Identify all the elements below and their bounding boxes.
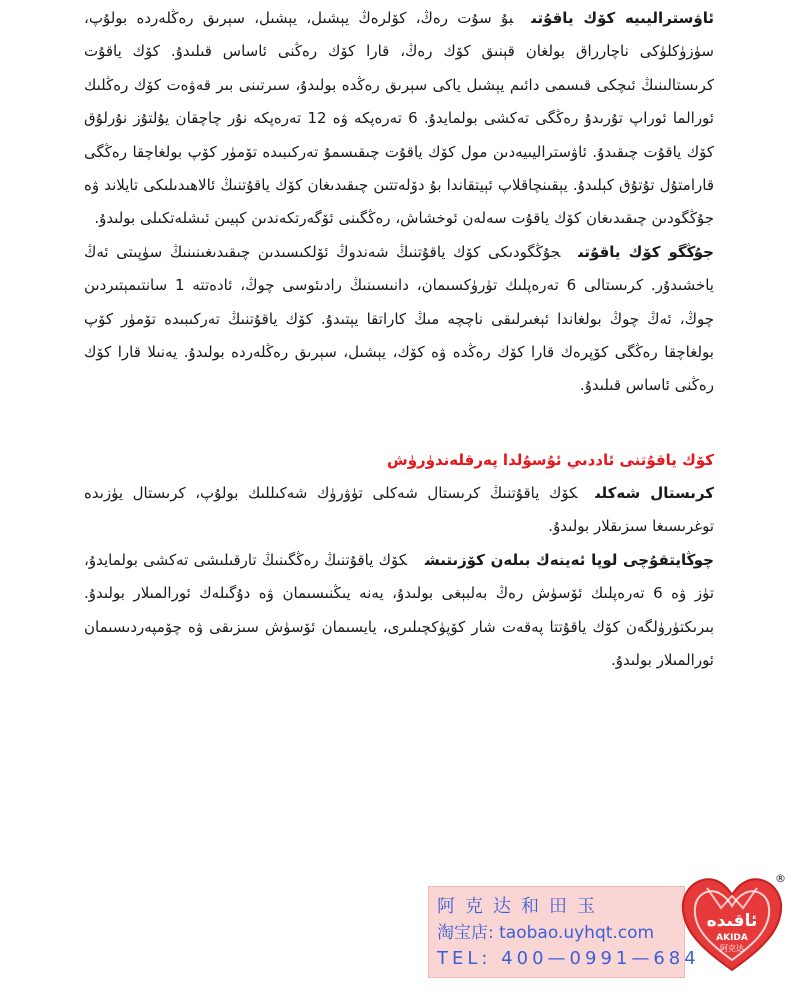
heading-magnifier: چوڭايتقۇچى لوپا ئەينەك بىلەن كۆزىتىش bbox=[425, 550, 714, 569]
paragraph-china bbox=[84, 236, 714, 403]
paragraph-magnifier-text: كۆك ياقۇتنىڭ رەڭگىنىڭ تارقىلىشى تەكشى بولمايدۇ، تۈز ۋە 6 تەرەپلىك ئۆسۈش رەڭ بەلبېغى بولىدۇ، يەنە يىڭنىسىمان ۋە دۇگىلەك ئورالمىلار بولىدۇ. بىرىكتۈرۈلگەن كۆك ياقۇتتا پەقەت شار كۆپۈكچىلىرى، يايسىمان ئۆسۈش سىزىقى ۋە چۆمپەردىسىمان ئورالمىلار بولىدۇ. bbox=[84, 550, 714, 669]
shop-url: 淘宝店: taobao.uyhqt.com bbox=[437, 923, 655, 943]
paragraph-australia bbox=[84, 2, 714, 236]
paragraph-crystal-shape bbox=[84, 477, 714, 544]
article-body bbox=[84, 2, 714, 677]
logo-english-text: AKIDA bbox=[716, 933, 748, 943]
paragraph-crystal-shape-text: كۆك ياقۇتنىڭ كرىستال شەكلى تۈۋرۈك شەكىللىك بولۇپ، كرىستال يۈزىدە توغرىسىغا سىزىقلار بولىدۇ. bbox=[84, 483, 714, 536]
shop-info-watermark bbox=[428, 886, 700, 978]
logo-uyghur-text: ئاقىدە bbox=[706, 911, 758, 931]
logo-chinese-text: 阿克达 bbox=[720, 944, 744, 953]
heading-australia-sapphire: ئاۋستراليىيە كۆك ياقۇتى bbox=[531, 9, 714, 27]
paragraph-australia-text: بۇ سۇت رەڭ، كۆلرەڭ يېشىل، يېشىل، سېرىق رەڭلەردە بولۇپ، سۈزۈكلۈكى ناچارراق بولغان قېنىق كۆك رەڭ، قارا كۆك رەڭنى ئاساس قىلىدۇ. كۆك ياقۇت كرىستالىنىڭ ئىچكى قىسمى دائىم يېشىل ياكى سېرىق رەڭدە بولىدۇ، سىرتىنى بىر قەۋەت كۆك رەڭلىك ئورالما ئوراپ تۇرىدۇ رەڭگى تەكشى بولمايدۇ. 6 تەرەپكە ۋە 12 تەرەپكە نۇر چاچقان يۇلتۇز نۇرلۇق كۆك ياقۇت چىقىدۇ. ئاۋستراليىيەدىن مول كۆك ياقۇت چىقىسمۇ تەركىبىدە تۆمۈر كۆپ بولغاچقا رەڭگى قارامتۇل تۇتۇق كېلىدۇ. يېقىنچاقلاپ ئېيتقاندا بۇ دۆلەتتىن چىقىدىغان كۆك ياقۇتنىڭ ئالاھىدىلىكى تايلاند ۋە جۇڭگودىن چىقىدىغان كۆك ياقۇت سەلەن ئوخشاش، رەڭگىنى ئۆگەرتكەندىن كېيىن ئىشلەتكىلى بولىدۇ. bbox=[84, 9, 714, 228]
section-title: كۆك ياقۇتنى ئاددىي ئۇسۇلدا پەرقلەندۈرۈش bbox=[387, 450, 714, 469]
akida-logo bbox=[677, 868, 787, 978]
paragraph-china-text: جۇڭگودىكى كۆك ياقۇتنىڭ شەندوڭ ئۆلكىسىدىن چىقىدىغىنىنىڭ سۈپىتى ئەڭ ياخشىدۇر. كرىستالى 6 تەرەپلىك تۈرۈكسىمان، دانىسىنىڭ رادىئوسى چوڭ، ئادەتتە 1 سانتىمېتىردىن چوڭ، ئەڭ چوڭ بولغاندا ئېغىرلىقى ناچچە مىڭ كاراتقا يېتىدۇ. كۆك ياقۇتنىڭ تەركىبىدە تۆمۈر كۆپ بولغاچقا رەڭگى كۆپرەك قارا كۆك رەڭدە ۋە كۆك، يېشىل، سېرىق رەڭلەردە بولىدۇ. يەنىلا قارا كۆك رەڭنى ئاساس قىلىدۇ. bbox=[84, 242, 714, 395]
registered-mark: ® bbox=[775, 872, 786, 885]
heading-china-sapphire: جۇڭگو كۆك ياقۇتى bbox=[578, 242, 714, 261]
heading-crystal-shape: كرىستال شەكلى bbox=[595, 483, 714, 502]
akida-logo-icon bbox=[683, 879, 781, 970]
shop-name: 阿克达和田玉 bbox=[437, 896, 605, 917]
shop-phone: TEL: 400—0991—684 bbox=[437, 948, 700, 969]
paragraph-magnifier bbox=[84, 544, 714, 678]
